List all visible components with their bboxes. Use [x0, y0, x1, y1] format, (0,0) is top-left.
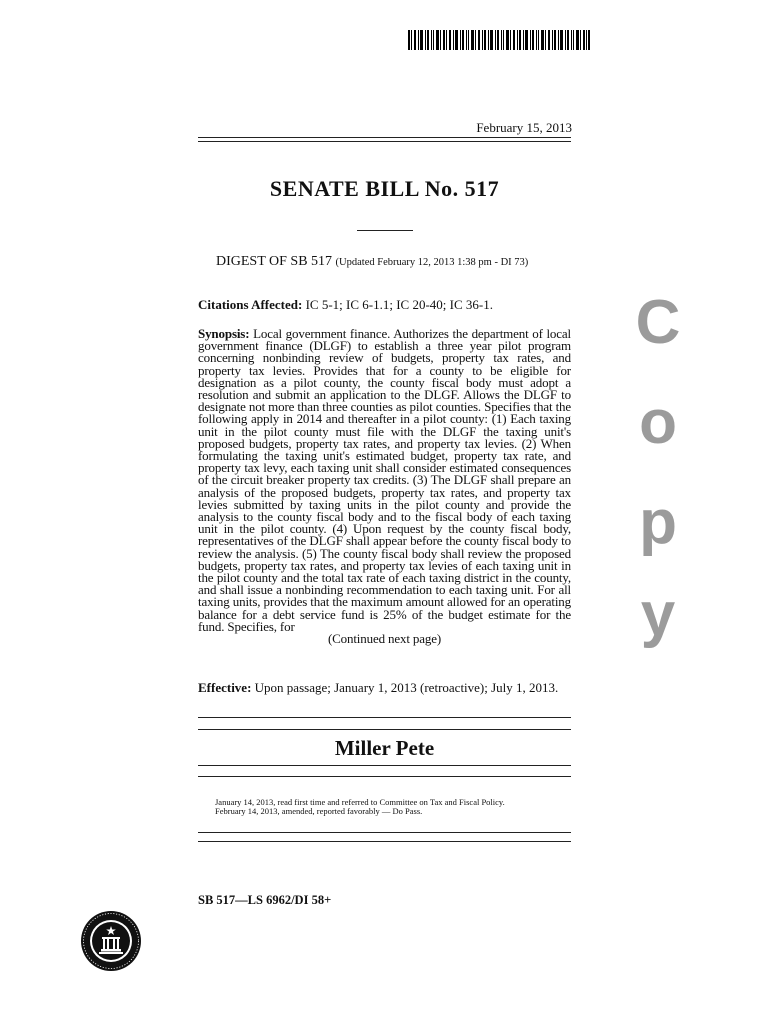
rule-author-top-1: [198, 717, 571, 718]
copy-watermark-letter: o: [639, 388, 677, 457]
digest-title: DIGEST OF SB 517: [216, 254, 333, 269]
legislative-history: [215, 798, 505, 816]
history-entry: January 14, 2013, read first time and referred to Committee on Tax and Fiscal Policy.: [215, 797, 505, 807]
effective-text: Upon passage; January 1, 2013 (retroactive); July 1, 2013.: [254, 680, 559, 695]
copy-watermark-letter: y: [640, 580, 676, 649]
rule-author-top-2: [198, 729, 571, 730]
copy-watermark-letter: C: [635, 288, 681, 357]
bill-author: Miller Pete: [334, 736, 435, 760]
synopsis-text: Local government finance. Authorizes the department of local government finance (DLGF) to establish a three year pilot program concerning nonbinding review of budgets, property tax rates, and property tax levies. Provides that for a county to be eligible for designation as a pilot county, the county fiscal body must adopt a resolution and submit an application to the DLGF. Allows the DLGF to designate not more than three counties as pilot counties. Specifies that the following apply in 2014 and thereafter in a pilot county: (1) Each taxing unit in the pilot county must file with the DLGF the taxing unit's proposed budgets, property tax rates, and property tax levies. (2) When formulating the taxing unit's estimated budget, property tax rate, and property tax levy, each taxing unit shall consider estimated consequences of the circuit breaker property tax credits. (3) The DLGF shall prepare an analysis of the proposed budgets, property tax rates, and property tax levies submitted by taxing units in the pilot county and provide the analysis to the county fiscal body and to the fiscal body of each taxing unit in the pilot county. (4) Upon request by the county fiscal body, representatives of the DLGF shall appear before the county fiscal body to review the analysis. (5) The county fiscal body shall review the proposed budgets, property tax rates, and property tax levies of each taxing unit in the pilot county and the total tax rate of each taxing district in the county, and shall issue a nonbinding recommendation to each taxing unit. For all taxing units, provides that the maximum amount allowed for an operating balance for a debt service fund is 25% of the budget estimate for the fund. Specifies, for: [198, 326, 571, 634]
digest-updated: (Updated February 12, 2013 1:38 pm - DI 73): [335, 257, 529, 268]
bill-title: SENATE BILL No. 517: [269, 176, 500, 201]
copy-watermark-letter: p: [639, 488, 677, 557]
barcode: [408, 30, 590, 50]
effective-date: [198, 682, 571, 694]
synopsis-label: Synopsis:: [198, 326, 250, 341]
citations-text: IC 5-1; IC 6-1.1; IC 20-40; IC 36-1.: [305, 297, 493, 312]
bill-identifier: SB 517—LS 6962/DI 58+: [198, 893, 332, 907]
continued-note: (Continued next page): [327, 631, 442, 647]
citations-label: Citations Affected:: [198, 297, 303, 312]
rule-history-bottom-2: [198, 841, 571, 842]
citations-affected: [198, 299, 571, 311]
bill-date: February 15, 2013: [476, 120, 572, 135]
rule-history-bottom-1: [198, 832, 571, 833]
title-underline: [357, 230, 413, 231]
rule-author-bottom-2: [198, 776, 571, 777]
state-seal-icon: [80, 910, 142, 972]
rule-top-1: [198, 137, 571, 138]
effective-label: Effective:: [198, 680, 252, 695]
rule-author-bottom-1: [198, 765, 571, 766]
history-entry: February 14, 2013, amended, reported favorably — Do Pass.: [215, 806, 423, 816]
synopsis: [198, 328, 571, 645]
rule-top-2: [198, 141, 571, 142]
digest-line: [216, 254, 528, 270]
